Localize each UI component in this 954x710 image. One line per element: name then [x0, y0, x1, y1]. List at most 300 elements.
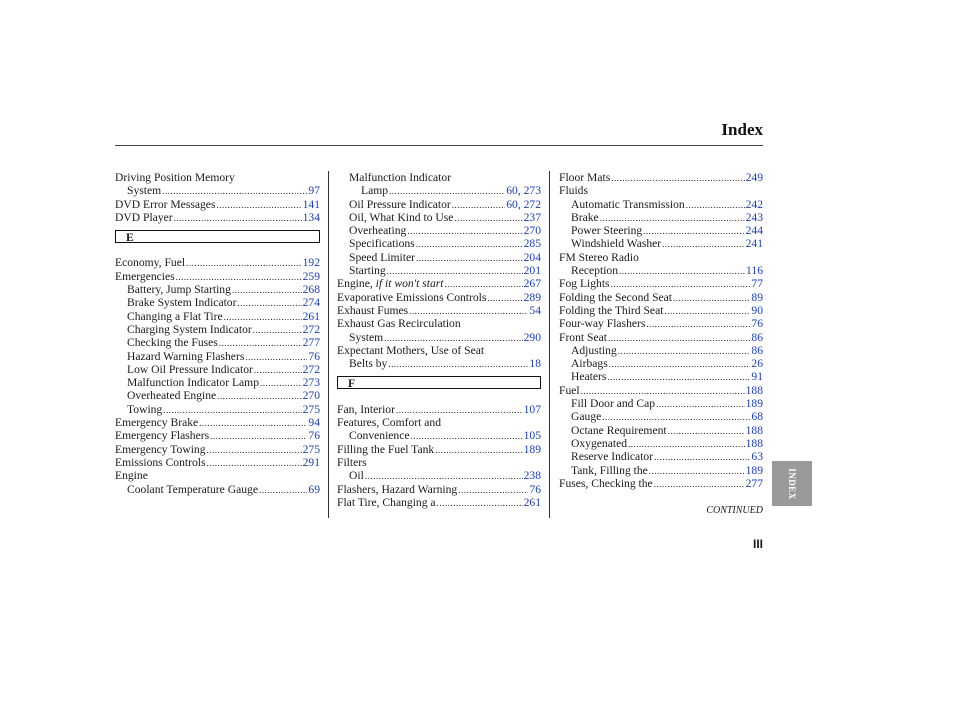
index-entry[interactable] — [559, 410, 763, 423]
entry-label-text: Emergency Brake — [115, 416, 199, 430]
entry-label-text: Malfunction Indicator — [349, 171, 452, 184]
leader-dots — [259, 483, 307, 497]
page-link[interactable]: 134 — [302, 210, 320, 224]
entry-label — [337, 403, 395, 416]
index-entry[interactable] — [337, 251, 541, 264]
page-link[interactable]: 204 — [523, 250, 541, 264]
entry-label — [559, 331, 607, 344]
index-heading — [337, 317, 541, 330]
entry-label — [127, 350, 244, 363]
leader-dots — [254, 363, 302, 377]
index-heading — [337, 456, 541, 469]
entry-label-text: Filling the Fuel Tank — [337, 442, 435, 456]
index-entry[interactable] — [337, 277, 541, 290]
entry-label — [349, 251, 415, 264]
column-divider — [549, 171, 550, 518]
entry-label-text: Gauge — [571, 410, 602, 424]
page-link[interactable]: 261 — [302, 309, 320, 323]
index-entry[interactable] — [115, 336, 320, 349]
leader-dots — [186, 256, 302, 270]
leader-dots — [387, 264, 523, 278]
entry-label — [127, 310, 223, 323]
entry-label-text: Checking the Fuses — [127, 336, 218, 350]
entry-label — [349, 171, 451, 184]
index-entry[interactable] — [559, 224, 763, 237]
entry-label — [337, 291, 486, 304]
page-link[interactable]: 68 — [751, 410, 763, 424]
entry-label-text: Expectant Mothers, Use of Seat — [337, 343, 485, 357]
entry-label-text: Changing a Flat Tire — [127, 309, 223, 323]
entry-label — [571, 450, 653, 463]
entry-label-text: Features, Comfort and — [337, 416, 441, 430]
leader-dots — [396, 403, 523, 417]
entry-label — [127, 296, 236, 309]
leader-dots — [646, 317, 750, 331]
page-link[interactable]: 268 — [302, 283, 320, 297]
entry-label-text: Flashers, Hazard Warning — [337, 482, 458, 496]
index-entry[interactable] — [337, 291, 541, 304]
leader-dots — [611, 277, 751, 291]
entry-label — [349, 469, 364, 482]
entry-label — [127, 336, 218, 349]
index-entry[interactable] — [559, 264, 763, 277]
leader-dots — [618, 344, 751, 358]
entry-label-text: DVD Error Messages — [115, 197, 216, 211]
page-number: III — [752, 537, 763, 551]
leader-dots — [628, 437, 745, 451]
index-entry[interactable] — [559, 211, 763, 224]
index-entry[interactable] — [337, 403, 541, 416]
entry-label-text: Exhaust Fumes — [337, 303, 409, 317]
index-tab[interactable] — [772, 461, 812, 506]
leader-dots — [487, 291, 522, 305]
entry-label-text: Heaters — [571, 370, 607, 384]
entry-label-text: Fuses, Checking the — [559, 476, 653, 490]
index-heading — [115, 469, 320, 482]
entry-label-text: Lamp — [361, 184, 389, 198]
page-link[interactable]: 86 — [751, 343, 763, 357]
page-link[interactable]: 267 — [523, 277, 541, 291]
page-link[interactable]: 69 — [308, 482, 320, 496]
index-entry[interactable] — [559, 384, 763, 397]
entry-label — [349, 237, 415, 250]
leader-dots — [207, 456, 302, 470]
entry-label — [337, 496, 436, 509]
page-link[interactable]: 141 — [302, 197, 320, 211]
entry-label — [571, 437, 627, 450]
page-link[interactable]: 189 — [745, 463, 763, 477]
page-link[interactable]: 90 — [751, 303, 763, 317]
leader-dots — [389, 184, 505, 198]
leader-dots — [435, 443, 522, 457]
index-entry[interactable] — [559, 331, 763, 344]
index-entry[interactable] — [559, 437, 763, 450]
entry-label — [115, 469, 148, 482]
index-heading — [337, 416, 541, 429]
entry-label — [337, 483, 457, 496]
entry-label-text: Engine — [115, 469, 148, 483]
entry-label — [337, 277, 444, 290]
index-entry[interactable] — [115, 403, 320, 416]
spacer — [115, 243, 320, 256]
entry-label-text: Fan, Interior — [337, 402, 395, 416]
entry-label-text: Reserve Indicator — [571, 450, 654, 464]
index-entry[interactable] — [337, 304, 541, 317]
page-link[interactable]: 237 — [523, 210, 541, 224]
entry-label-text: Exhaust Gas Recirculation — [337, 317, 461, 331]
entry-label-text: Specifications — [349, 237, 415, 251]
entry-label-text: Hazard Warning Flashers — [127, 349, 245, 363]
entry-label-text: Evaporative Emissions Controls — [337, 290, 487, 304]
entry-label — [115, 443, 206, 456]
entry-label-text: Automatic Transmission — [571, 197, 685, 211]
entry-label-text: System — [349, 330, 384, 344]
entry-label — [571, 237, 661, 250]
index-column-3 — [559, 171, 763, 490]
entry-label-text: Emergencies — [115, 269, 175, 283]
index-entry[interactable] — [115, 416, 320, 429]
entry-label — [571, 198, 685, 211]
entry-label — [337, 416, 441, 429]
entry-label — [571, 224, 642, 237]
index-entry[interactable] — [337, 211, 541, 224]
page-link[interactable]: 289 — [523, 290, 541, 304]
leader-dots — [232, 283, 302, 297]
page-link[interactable]: 273 — [302, 376, 320, 390]
index-entry[interactable] — [337, 237, 541, 250]
leader-dots — [224, 310, 302, 324]
leader-dots — [416, 237, 523, 251]
index-entry[interactable] — [115, 198, 320, 211]
page-link[interactable]: 107 — [523, 402, 541, 416]
entry-label-text: Fill Door and Cap — [571, 397, 656, 411]
index-entry[interactable] — [337, 443, 541, 456]
page-link[interactable]: 275 — [302, 442, 320, 456]
index-entry[interactable] — [559, 477, 763, 490]
leader-dots — [384, 331, 522, 345]
entry-label — [559, 184, 588, 197]
index-column-2 — [337, 171, 541, 509]
entry-label — [337, 344, 484, 357]
index-entry[interactable] — [337, 224, 541, 237]
page-link[interactable]: 76 — [308, 429, 320, 443]
entry-label-text: Oil Pressure Indicator — [349, 197, 451, 211]
spacer — [337, 389, 541, 402]
index-entry[interactable] — [115, 363, 320, 376]
entry-label-text: Emissions Controls — [115, 455, 206, 469]
page-link[interactable]: 238 — [523, 469, 541, 483]
page-link[interactable]: 91 — [751, 370, 763, 384]
page-link[interactable]: 97 — [308, 184, 320, 198]
page-link[interactable]: 244 — [745, 224, 763, 238]
leader-dots — [162, 184, 307, 198]
index-entry[interactable] — [115, 256, 320, 269]
entry-label-text: Flat Tire, Changing a — [337, 495, 436, 509]
leader-dots — [216, 198, 301, 212]
entry-label — [571, 410, 601, 423]
index-entry[interactable] — [559, 464, 763, 477]
leader-dots — [411, 429, 523, 443]
page-link[interactable]: 89 — [751, 290, 763, 304]
leader-dots — [217, 389, 301, 403]
leader-dots — [611, 171, 744, 185]
entry-label — [559, 291, 672, 304]
index-entry[interactable] — [115, 389, 320, 402]
index-entry[interactable] — [337, 184, 541, 197]
entry-label-text: Fuel — [559, 383, 580, 397]
leader-dots — [176, 270, 302, 284]
index-heading — [115, 171, 320, 184]
index-entry[interactable] — [337, 469, 541, 482]
page-link[interactable]: 242 — [745, 197, 763, 211]
entry-label — [115, 211, 173, 224]
index-entry[interactable] — [337, 429, 541, 442]
index-entry[interactable] — [337, 198, 541, 211]
entry-label — [127, 389, 216, 402]
index-heading — [559, 184, 763, 197]
leader-dots — [245, 350, 307, 364]
index-entry[interactable] — [115, 270, 320, 283]
leader-dots — [609, 357, 751, 371]
leader-dots — [445, 277, 523, 291]
entry-label-text: Overheating — [349, 224, 407, 238]
entry-label — [571, 344, 617, 357]
entry-label — [337, 443, 434, 456]
entry-label — [349, 224, 406, 237]
index-entry[interactable] — [559, 370, 763, 383]
index-entry[interactable] — [115, 443, 320, 456]
page-link[interactable]: 291 — [302, 455, 320, 469]
index-entry[interactable] — [559, 277, 763, 290]
page-link[interactable]: 105 — [523, 429, 541, 443]
entry-label — [349, 357, 387, 370]
index-entry[interactable] — [115, 323, 320, 336]
page-link[interactable]: 54 — [529, 303, 541, 317]
entry-label-text: Fluids — [559, 184, 588, 198]
leader-dots — [454, 211, 522, 225]
entry-label-text: Emergency Flashers — [115, 429, 210, 443]
entry-label-text: Overheated Engine — [127, 389, 217, 403]
leader-dots — [452, 198, 505, 212]
section-letter: E — [115, 230, 320, 243]
entry-label — [337, 304, 408, 317]
index-entry[interactable] — [559, 237, 763, 250]
index-heading — [337, 344, 541, 357]
index-entry[interactable] — [337, 264, 541, 277]
entry-label-text: Oxygenated — [571, 436, 628, 450]
entry-label — [571, 397, 655, 410]
entry-label-text: Economy, Fuel — [115, 256, 186, 270]
entry-label-text: DVD Player — [115, 210, 173, 224]
entry-label-text: Power Steering — [571, 224, 643, 238]
entry-label-text: Malfunction Indicator Lamp — [127, 376, 259, 390]
page-link[interactable]: 188 — [745, 423, 763, 437]
page-link[interactable]: 77 — [751, 277, 763, 291]
leader-dots — [602, 410, 750, 424]
page-link[interactable]: 249 — [745, 171, 763, 184]
page-link[interactable]: 188 — [745, 436, 763, 450]
index-entry[interactable] — [559, 357, 763, 370]
index-entry[interactable] — [337, 331, 541, 344]
index-entry[interactable] — [559, 291, 763, 304]
entry-label-italic: if it won't start — [375, 277, 444, 291]
leader-dots — [253, 323, 302, 337]
entry-label-text: Four-way Flashers — [559, 317, 646, 331]
index-entry[interactable] — [115, 483, 320, 496]
page-link[interactable]: 60, 273 — [506, 184, 541, 198]
entry-label — [559, 304, 663, 317]
page-link[interactable]: 259 — [302, 269, 320, 283]
page-link[interactable]: 192 — [302, 256, 320, 270]
page-link[interactable]: 18 — [529, 357, 541, 371]
leader-dots — [664, 304, 750, 318]
entry-label-text: Oil — [349, 469, 364, 483]
entry-label-text: Adjusting — [571, 343, 617, 357]
entry-label-text: Airbags — [571, 357, 608, 371]
entry-label — [571, 357, 608, 370]
index-tab-label: INDEX — [786, 467, 797, 500]
page-link[interactable]: 272 — [302, 322, 320, 336]
index-entry[interactable] — [559, 450, 763, 463]
leader-dots — [237, 296, 301, 310]
page-link[interactable]: 63 — [751, 450, 763, 464]
leader-dots — [656, 397, 745, 411]
entry-label — [115, 416, 198, 429]
entry-label — [115, 198, 215, 211]
index-entry[interactable] — [337, 357, 541, 370]
page-link[interactable]: 76 — [751, 317, 763, 331]
page-link[interactable]: 94 — [308, 416, 320, 430]
leader-dots — [581, 384, 745, 398]
index-entry[interactable] — [115, 296, 320, 309]
leader-dots — [643, 224, 744, 238]
index-entry[interactable] — [559, 171, 763, 184]
leader-dots — [686, 198, 745, 212]
leader-dots — [619, 264, 745, 278]
page-link[interactable]: 76 — [308, 349, 320, 363]
page-link[interactable]: 285 — [523, 237, 541, 251]
index-entry[interactable] — [115, 429, 320, 442]
leader-dots — [600, 211, 745, 225]
entry-label-text: Folding the Third Seat — [559, 303, 664, 317]
entry-label-text: Floor Mats — [559, 171, 611, 184]
leader-dots — [219, 336, 302, 350]
index-entry[interactable] — [115, 211, 320, 224]
page-link[interactable]: 189 — [523, 442, 541, 456]
page-link[interactable]: 277 — [302, 336, 320, 350]
entry-label — [349, 211, 453, 224]
continued-note: CONTINUED — [706, 505, 763, 516]
entry-label — [115, 171, 235, 184]
entry-label — [559, 171, 610, 184]
entry-label-text: Towing — [127, 402, 163, 416]
index-entry[interactable] — [115, 350, 320, 363]
page-link[interactable]: 189 — [745, 397, 763, 411]
index-entry[interactable] — [115, 184, 320, 197]
entry-label — [127, 483, 258, 496]
entry-label-text: Tank, Filling the — [571, 463, 648, 477]
entry-label — [127, 363, 253, 376]
page-link[interactable]: 261 — [523, 495, 541, 509]
leader-dots — [210, 429, 307, 443]
index-entry[interactable] — [115, 310, 320, 323]
entry-label-text: Front Seat — [559, 330, 607, 344]
entry-label — [349, 198, 451, 211]
page-link[interactable]: 241 — [745, 237, 763, 251]
index-column-1 — [115, 171, 320, 496]
entry-label — [361, 184, 388, 197]
entry-label — [571, 464, 648, 477]
page-link[interactable]: 76 — [529, 482, 541, 496]
page-link[interactable]: 270 — [523, 224, 541, 238]
entry-label — [115, 270, 175, 283]
entry-label-text: Starting — [349, 264, 386, 278]
index-entry[interactable] — [559, 304, 763, 317]
page-link[interactable]: 26 — [751, 357, 763, 371]
entry-label-text: Fog Lights — [559, 277, 610, 291]
page-link[interactable]: 188 — [745, 383, 763, 397]
page-link[interactable]: 290 — [523, 330, 541, 344]
entry-label-text: Belts by — [349, 357, 388, 371]
entry-label-text: Oil, What Kind to Use — [349, 210, 454, 224]
page-link[interactable]: 270 — [302, 389, 320, 403]
entry-label — [127, 403, 162, 416]
entry-label-text: Brake System Indicator — [127, 296, 237, 310]
page-link[interactable]: 201 — [523, 264, 541, 278]
index-entry[interactable] — [559, 397, 763, 410]
entry-label — [349, 429, 410, 442]
index-entry[interactable] — [559, 198, 763, 211]
index-heading — [559, 251, 763, 264]
entry-label — [559, 277, 610, 290]
leader-dots — [365, 469, 523, 483]
entry-label — [115, 429, 209, 442]
entry-label — [127, 184, 161, 197]
index-entry[interactable] — [559, 317, 763, 330]
index-entry[interactable] — [115, 456, 320, 469]
index-entry[interactable] — [559, 424, 763, 437]
entry-label-text: System — [127, 184, 162, 198]
index-entry[interactable] — [115, 376, 320, 389]
entry-label-text: Filters — [337, 455, 367, 469]
page-link[interactable]: 272 — [302, 362, 320, 376]
leader-dots — [668, 424, 745, 438]
page-link[interactable]: 274 — [302, 296, 320, 310]
entry-label-text: Reception — [571, 264, 619, 278]
entry-label-text: Driving Position Memory — [115, 171, 235, 184]
page-link[interactable]: 277 — [745, 476, 763, 490]
entry-label-text: Windshield Washer — [571, 237, 662, 251]
page-link[interactable]: 60, 272 — [506, 197, 541, 211]
entry-label — [559, 251, 639, 264]
index-entry[interactable] — [559, 344, 763, 357]
leader-dots — [407, 224, 522, 238]
leader-dots — [458, 483, 528, 497]
index-entry[interactable] — [337, 483, 541, 496]
entry-label — [349, 264, 386, 277]
index-entry[interactable] — [337, 496, 541, 509]
column-divider — [328, 171, 329, 518]
page-link[interactable]: 243 — [745, 210, 763, 224]
page-link[interactable]: 116 — [746, 264, 763, 278]
entry-label-text: Emergency Towing — [115, 442, 206, 456]
index-entry[interactable] — [115, 283, 320, 296]
page-link[interactable]: 275 — [302, 402, 320, 416]
leader-dots — [388, 357, 528, 371]
leader-dots — [673, 291, 750, 305]
entry-label-text: Coolant Temperature Gauge — [127, 482, 258, 496]
page-link[interactable]: 86 — [751, 330, 763, 344]
